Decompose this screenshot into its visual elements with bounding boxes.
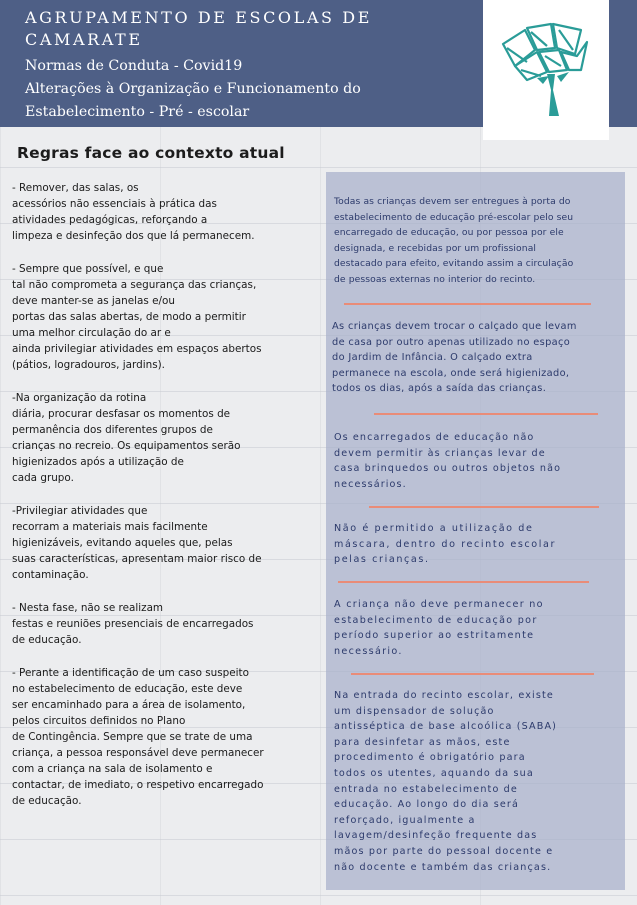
right-rule-6: Na entrada do recinto escolar, existe um dispensador de solução antisséptica de base alcoólica (SABA) para desinfetar as mãos, este procedimento é obrigatório para todos os utentes, aquando da sua entrada no estabelecimento de educação. Ao longo do dia será reforçado, igualmente a lavagem/desinfeção frequente das mãos por parte do pessoal docente e não docente e também das crianças. (334, 690, 558, 873)
left-rules-column (12, 180, 320, 826)
right-rules-panel (326, 172, 625, 890)
right-rule-2: As crianças devem trocar o calçado que levam de casa por outro apenas utilizado no espaço do Jardim de Infância. O calçado extra permanece na escola, onde será higienizado, todos os dias, após a saída das crianças. (332, 321, 577, 394)
logo-card (483, 0, 609, 140)
subtitle-line-1: Normas de Conduta - Covid19 (25, 58, 243, 74)
subtitle-line-2: Alterações à Organização e Funcionamento do Estabelecimento - Pré - escolar (25, 81, 361, 120)
school-logo-icon (497, 20, 595, 120)
org-name: AGRUPAMENTO DE ESCOLAS DE CAMARATE (25, 8, 372, 49)
left-rule-4: -Privilegiar atividades que recorram a materiais mais facilmente higienizáveis, evitando aqueles que, pelas suas características, apresentam maior risco de contaminação. (12, 505, 262, 581)
divider-5 (351, 673, 594, 675)
left-rule-3: -Na organização da rotina diária, procurar desfasar os momentos de permanência dos diferentes grupos de crianças no recreio. Os equipamentos serão higienizados após a utilização de cada grupo. (12, 392, 241, 484)
right-rule-3: Os encarregados de educação não devem permitir às crianças levar de casa brinquedos ou outros objetos não necessários. (334, 432, 562, 490)
divider-3 (369, 506, 599, 508)
page-title: Regras face ao contexto atual (17, 144, 285, 162)
divider-1 (344, 303, 591, 305)
left-rule-6: - Perante a identificação de um caso suspeito no estabelecimento de educação, este deve ser encaminhado para a área de isolamento, pelos circuitos definidos no Plano de Contingência. Sempre que se trate de uma criança, a pessoa responsável deve permanecer com a criança na sala de isolamento e contactar, de imediato, o respetivo encarregado de educação. (12, 667, 264, 807)
right-rule-5: A criança não deve permanecer no estabelecimento de educação por período superior ao estritamente necessário. (334, 599, 544, 657)
left-rule-2: - Sempre que possível, e que tal não comprometa a segurança das crianças, deve manter-se as janelas e/ou portas das salas abertas, de modo a permitir uma melhor circulação do ar e ainda privilegiar atividades em espaços abertos (pátios, logradouros, jardins). (12, 263, 262, 371)
right-rule-4: Não é permitido a utilização de máscara, dentro do recinto escolar pelas crianças. (334, 523, 557, 565)
header-subtitle (25, 55, 465, 124)
right-rule-1: Todas as crianças devem ser entregues à porta do estabelecimento de educação pré-escolar pelo seu encarregado de educação, ou por pessoa por ele designada, e recebidas por um profissional destacado para efeito, evitando assim a circulação de pessoas externas no interior do recinto. (334, 196, 574, 285)
divider-2 (374, 413, 598, 415)
left-rule-1: - Remover, das salas, os acessórios não essenciais à prática das atividades pedagógicas, reforçando a limpeza e desinfeção dos que lá permanecem. (12, 182, 255, 242)
divider-4 (338, 581, 589, 583)
left-rule-5: - Nesta fase, não se realizam festas e reuniões presenciais de encarregados de educação. (12, 602, 254, 646)
